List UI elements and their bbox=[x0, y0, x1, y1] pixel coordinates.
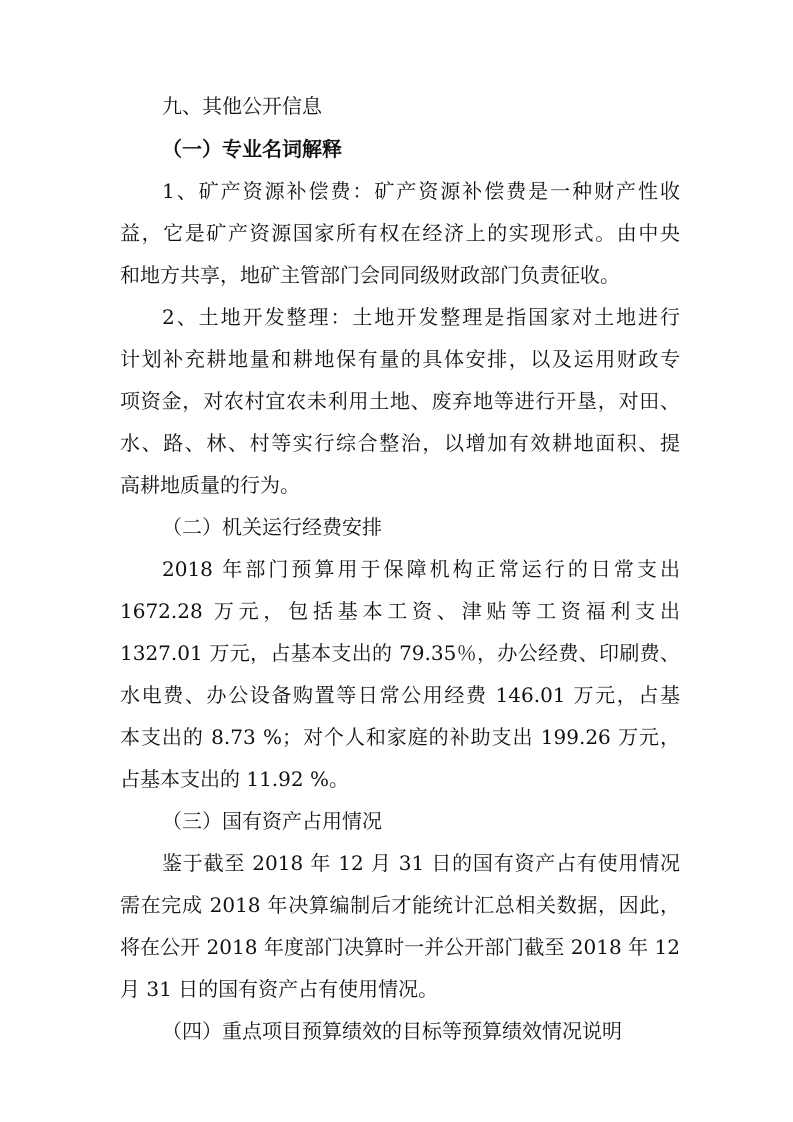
paragraph-line: 益，它是矿产资源国家所有权在经济上的实现形式。由中央 bbox=[120, 221, 680, 245]
paragraph-line: 高耕地质量的行为。 bbox=[120, 473, 300, 497]
paragraph-line: 1672.28 万元，包括基本工资、津贴等工资福利支出 bbox=[120, 599, 680, 623]
paragraph-line: 将在公开 2018 年度部门决算时一并公开部门截至 2018 年 12 bbox=[120, 935, 680, 959]
paragraph-line: 项资金，对农村宜农未利用土地、废弃地等进行开垦，对田、 bbox=[120, 389, 680, 413]
paragraph-line: 水、路、林、村等实行综合整治，以增加有效耕地面积、提 bbox=[120, 431, 680, 455]
paragraph-line: 1327.01 万元，占基本支出的 79.35％，办公经费、印刷费、 bbox=[120, 641, 680, 665]
section-title: 九、其他公开信息 bbox=[162, 94, 322, 118]
paragraph-line: 和地方共享，地矿主管部门会同同级财政部门负责征收。 bbox=[120, 263, 620, 287]
paragraph-line: 水电费、办公设备购置等日常公用经费 146.01 万元，占基 bbox=[120, 683, 680, 707]
paragraph-line: 2、土地开发整理：土地开发整理是指国家对土地进行 bbox=[162, 305, 680, 329]
paragraph-line: 本支出的 8.73 %；对个人和家庭的补助支出 199.26 万元， bbox=[120, 725, 680, 749]
subsection-title-performance: （四）重点项目预算绩效的目标等预算绩效情况说明 bbox=[162, 1019, 622, 1043]
paragraph-line: 占基本支出的 11.92 %。 bbox=[120, 767, 349, 791]
paragraph-line: 鉴于截至 2018 年 12 月 31 日的国有资产占有使用情况 bbox=[162, 851, 680, 875]
paragraph-line: 1、矿产资源补偿费：矿产资源补偿费是一种财产性收 bbox=[162, 179, 680, 203]
subsection-title-state-assets: （三）国有资产占用情况 bbox=[162, 809, 382, 833]
paragraph-line: 计划补充耕地量和耕地保有量的具体安排，以及运用财政专 bbox=[120, 347, 680, 371]
subsection-title-operating-funds: （二）机关运行经费安排 bbox=[162, 515, 382, 539]
paragraph-line: 需在完成 2018 年决算编制后才能统计汇总相关数据，因此， bbox=[120, 893, 680, 917]
paragraph-line: 月 31 日的国有资产占有使用情况。 bbox=[120, 977, 439, 1001]
subsection-title-terms: （一）专业名词解释 bbox=[162, 137, 342, 161]
paragraph-line: 2018 年部门预算用于保障机构正常运行的日常支出 bbox=[162, 557, 680, 581]
